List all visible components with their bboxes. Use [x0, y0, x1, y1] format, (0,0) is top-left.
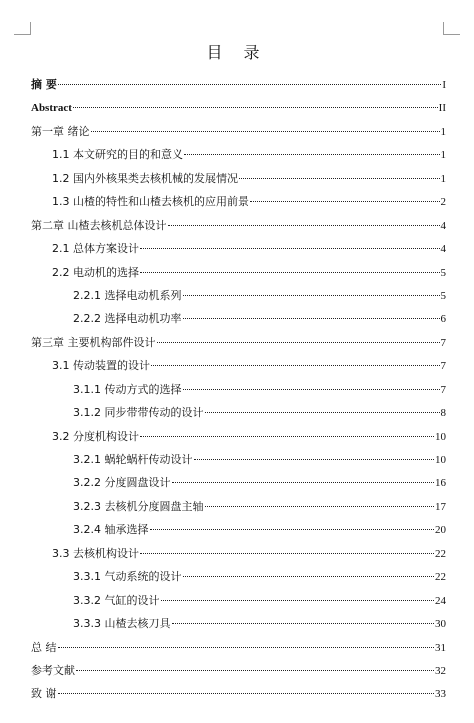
toc-entry-label: 3.3.2 气缸的设计: [73, 593, 160, 607]
toc-entry-page-number: 33: [435, 688, 446, 701]
toc-entry-page-number: I: [442, 79, 446, 91]
toc-entry[interactable]: [31, 148, 446, 171]
toc-entry-page-number: 32: [435, 664, 446, 677]
toc-entry-page-number: 1: [440, 125, 446, 138]
toc-dot-leader: [184, 154, 440, 155]
toc-entry-label: 摘 要: [31, 78, 57, 91]
toc-entry[interactable]: [31, 101, 446, 124]
toc-entry[interactable]: [31, 547, 446, 570]
toc-dot-leader: [239, 178, 440, 179]
toc-entry-page-number: 8: [440, 407, 446, 420]
toc-dot-leader: [183, 295, 440, 296]
toc-entry-label: 第三章 主要机构部件设计: [31, 335, 156, 349]
toc-dot-leader: [58, 84, 441, 85]
toc-entry-label: 1.2 国内外核果类去核机械的发展情况: [52, 171, 238, 185]
toc-entry[interactable]: [31, 219, 446, 242]
toc-dot-leader: [58, 693, 435, 694]
toc-dot-leader: [140, 248, 440, 249]
toc-entry-label: 3.2.3 去核机分度圆盘主轴: [73, 499, 204, 513]
toc-dot-leader: [76, 670, 434, 671]
toc-entry-page-number: 7: [440, 336, 446, 349]
toc-entry-label: 2.2.1 选择电动机系列: [73, 288, 182, 302]
toc-entry[interactable]: [31, 195, 446, 218]
toc-entry[interactable]: [31, 266, 446, 289]
toc-entry[interactable]: [31, 406, 446, 429]
toc-entry-page-number: 2: [440, 196, 446, 209]
toc-entry[interactable]: [31, 641, 446, 664]
toc-title: 目 录: [206, 43, 268, 62]
toc-entry-label: 2.1 总体方案设计: [52, 242, 139, 256]
toc-entry-page-number: 6: [440, 313, 446, 326]
toc-entry-label: 第一章 绪论: [31, 124, 90, 138]
toc-dot-leader: [172, 623, 435, 624]
toc-entry-label: 3.2 分度机构设计: [52, 429, 139, 443]
toc-dot-leader: [140, 436, 434, 437]
toc-entry-page-number: 7: [440, 360, 446, 373]
toc-entry-label: 3.1.2 同步带带传动的设计: [73, 406, 204, 420]
toc-entry-label: 3.3.1 气动系统的设计: [73, 570, 182, 584]
toc-entry-page-number: 4: [440, 243, 446, 256]
page-corner-mark-right: [443, 22, 460, 35]
toc-dot-leader: [172, 482, 435, 483]
toc-dot-leader: [140, 553, 434, 554]
table-of-contents: [31, 78, 446, 711]
toc-entry-page-number: 10: [435, 430, 446, 443]
toc-entry-page-number: 22: [435, 571, 446, 584]
toc-entry[interactable]: [31, 242, 446, 265]
toc-entry[interactable]: [31, 476, 446, 499]
toc-entry[interactable]: [31, 336, 446, 359]
toc-entry[interactable]: [31, 500, 446, 523]
toc-dot-leader: [73, 107, 438, 108]
toc-entry-label: 1.3 山楂的特性和山楂去核机的应用前景: [52, 195, 249, 209]
toc-dot-leader: [157, 342, 440, 343]
toc-entry[interactable]: [31, 383, 446, 406]
toc-entry-label: 3.1.1 传动方式的选择: [73, 382, 182, 396]
toc-dot-leader: [183, 318, 440, 319]
toc-dot-leader: [250, 201, 440, 202]
toc-entry[interactable]: [31, 359, 446, 382]
toc-entry-page-number: 5: [440, 266, 446, 279]
toc-dot-leader: [140, 272, 440, 273]
toc-entry-label: 3.3.3 山楂去核刀具: [73, 617, 171, 631]
toc-dot-leader: [168, 225, 440, 226]
toc-entry[interactable]: [31, 78, 446, 101]
toc-entry-page-number: 5: [440, 289, 446, 302]
toc-entry-label: 3.1 传动装置的设计: [52, 359, 150, 373]
toc-entry-label: 致 谢: [31, 687, 57, 701]
toc-entry-page-number: 30: [435, 618, 446, 631]
toc-dot-leader: [183, 389, 440, 390]
toc-entry-label: 第二章 山楂去核机总体设计: [31, 218, 167, 232]
toc-entry-label: Abstract: [31, 102, 72, 115]
toc-entry[interactable]: [31, 617, 446, 640]
toc-entry-label: 3.2.1 蜗轮蜗杆传动设计: [73, 453, 193, 466]
toc-dot-leader: [205, 506, 435, 507]
toc-dot-leader: [194, 459, 435, 460]
toc-entry[interactable]: [31, 453, 446, 476]
toc-entry[interactable]: [31, 523, 446, 546]
toc-entry[interactable]: [31, 172, 446, 195]
toc-entry-page-number: 24: [435, 594, 446, 607]
toc-entry-page-number: 22: [435, 547, 446, 560]
toc-dot-leader: [91, 131, 440, 132]
toc-entry-label: 2.2 电动机的选择: [52, 265, 139, 279]
toc-entry-page-number: 1: [440, 172, 446, 185]
toc-dot-leader: [205, 412, 440, 413]
toc-dot-leader: [58, 647, 435, 648]
toc-entry-page-number: 7: [440, 383, 446, 396]
toc-entry-page-number: 1: [440, 149, 446, 162]
toc-entry-page-number: 16: [435, 477, 446, 490]
toc-entry-label: 2.2.2 选择电动机功率: [73, 312, 182, 326]
toc-entry-page-number: II: [438, 102, 446, 115]
toc-entry[interactable]: [31, 570, 446, 593]
toc-entry-label: 3.3 去核机构设计: [52, 546, 139, 560]
toc-entry[interactable]: [31, 664, 446, 687]
toc-entry[interactable]: [31, 430, 446, 453]
toc-entry[interactable]: [31, 125, 446, 148]
toc-entry[interactable]: [31, 289, 446, 312]
toc-entry-page-number: 4: [440, 219, 446, 232]
toc-dot-leader: [161, 600, 435, 601]
toc-entry-page-number: 20: [435, 524, 446, 537]
toc-entry-label: 3.2.2 分度圆盘设计: [73, 476, 171, 490]
toc-entry[interactable]: [31, 687, 446, 710]
toc-entry[interactable]: [31, 594, 446, 617]
toc-entry-page-number: 10: [435, 454, 446, 466]
toc-entry-label: 总 结: [31, 640, 57, 654]
toc-entry-label: 1.1 本文研究的目的和意义: [52, 148, 183, 162]
toc-entry-label: 3.2.4 轴承选择: [73, 523, 149, 537]
toc-dot-leader: [151, 365, 440, 366]
toc-entry-page-number: 17: [435, 500, 446, 513]
toc-entry-page-number: 31: [435, 641, 446, 654]
toc-entry[interactable]: [31, 312, 446, 335]
page-corner-mark-left: [14, 22, 31, 35]
toc-entry-label: 参考文献: [31, 663, 75, 677]
toc-dot-leader: [150, 529, 435, 530]
toc-dot-leader: [183, 576, 435, 577]
